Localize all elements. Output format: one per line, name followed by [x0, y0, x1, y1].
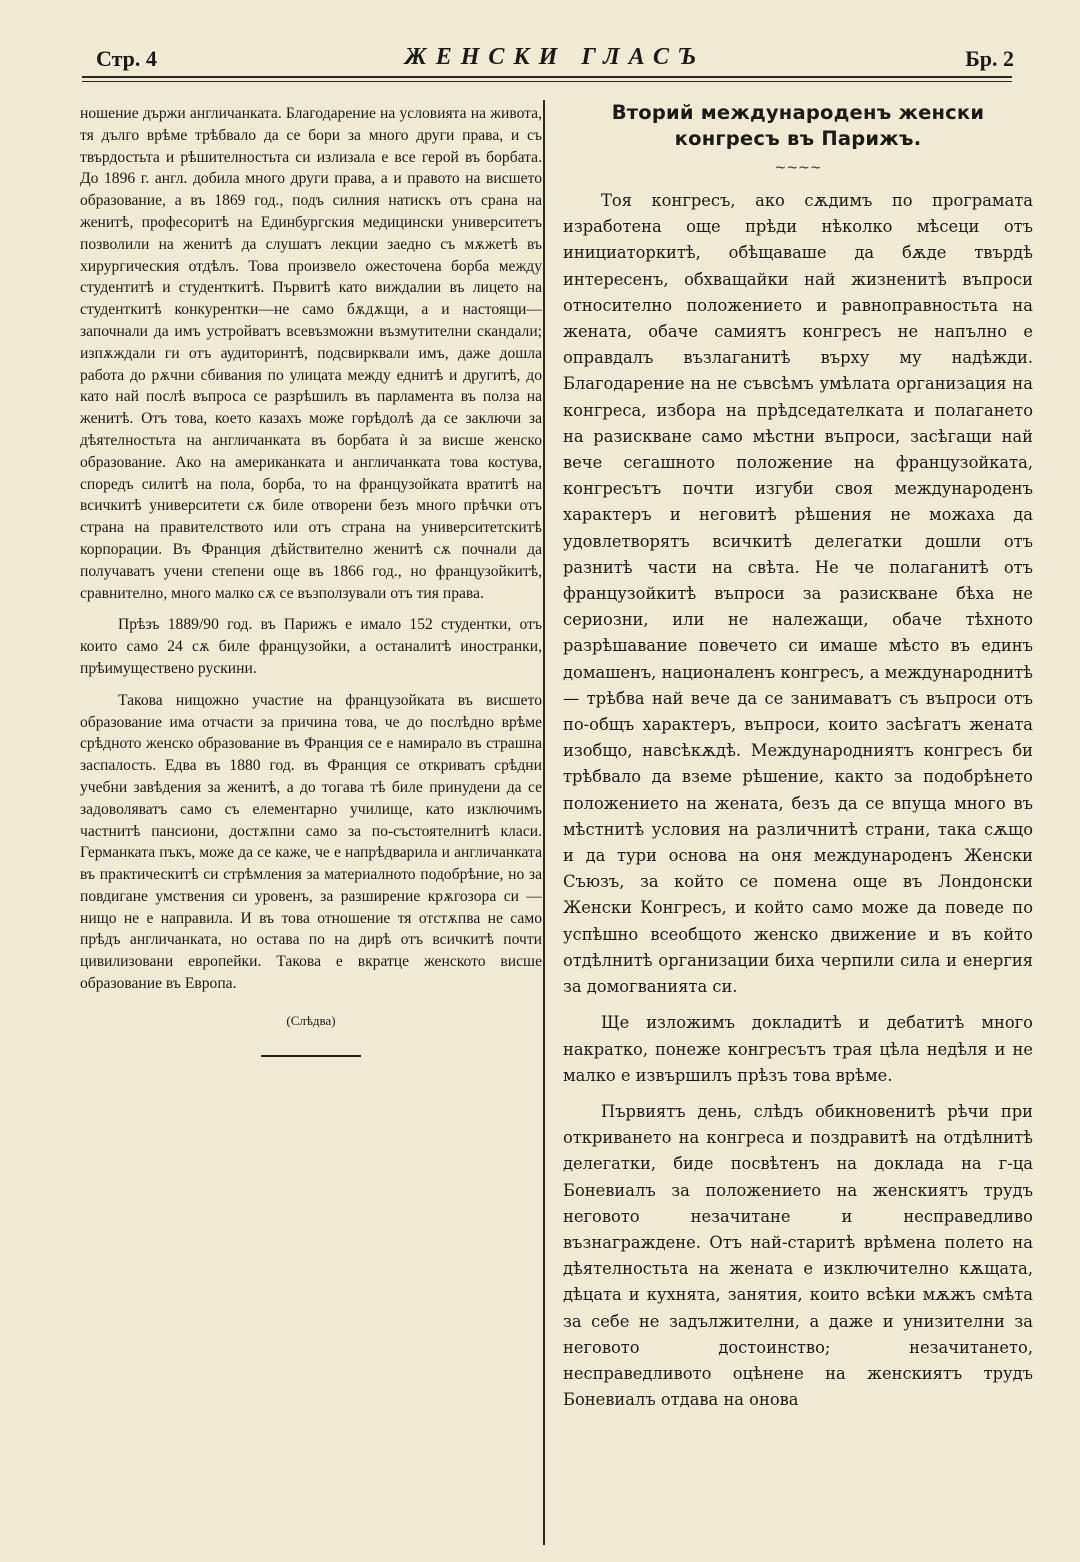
title-ornament: ~~~~ — [774, 160, 822, 176]
page-number: Стр. 4 — [96, 46, 157, 71]
page-header — [96, 44, 1014, 74]
left-column — [80, 103, 542, 1057]
end-rule — [261, 1055, 361, 1057]
left-paragraph-1: ношение държи англичанката. Благодарение на условията на живота, тя дълго врѣме трѣбвало да се бори за много други права, и съ твърдостьта и рѣшителностьта си излизала е все герой въ борбата. До 1896 г. англ. добила много други права, а и правото на висшето образование, а въ 1869 год., подъ силния натискъ отъ срана на женитѣ, професоритѣ на Единбургския медицински университетъ позволили на женитѣ да слушатъ лекции заедно съ мѫжетѣ въ хирургическия отдѣлъ. Това произвело ожесточена борба между студентитѣ и студенткитѣ. Първитѣ като виждалии въ лицето на студенткитѣ конкурентки—не само бѫдѫщи, а и настоящи—започнали да имъ устройватъ всевъзможни възмутителни скандали; изпѫждали ги отъ аудиторинтѣ, подсвирквали имъ, даже дошла работа до рѫчни сбивания по улицата между еднитѣ и другитѣ, до като най послѣ въпроса се разрѣшилъ въ парламента въ полза на женитѣ. Отъ това, което казахъ може горѣдолѣ да се заключи за дѣятелностьта на англичанката въ борбата ѝ за висше женско образование. Ако на американката и англичанката това костува, споредъ силитѣ на пола, борба, то на французойката вратитѣ на всичкитѣ университети сѫ биле отворени безъ много прѣчки отъ страна на правителството или отъ страна на университетскитѣ корпорации. Въ Франция дѣйствително женитѣ сѫ почнали да получаватъ учени степени още въ 1866 год., но французойкитѣ, сравнително, много малко сѫ се възползували отъ тия права. — [80, 105, 542, 602]
continued-label: (Слѣдва) — [286, 1012, 336, 1028]
header-rule-thick — [82, 76, 1012, 78]
right-paragraph-3: Първиятъ день, слѣдъ обикновенитѣ рѣчи при откриването на конгреса и поздравитѣ на отдѣлнитѣ делегатки, биде посвѣтенъ на доклада на г-ца Боневиалъ за положението на женскиятъ трудъ неговото незачитане и несправедливо възнаграждене. Отъ най-старитѣ врѣмена полето на дѣятелностьта на жената е изключително кѫщата, дѣцата и кухнята, занятия, които всѣки мѫжъ смѣта за себе не задължителни, а даже и унизителни за неговото достоинство; незачитането, несправедливото оцѣнене на женскиятъ трудъ Боневиалъ отдава на онова — [563, 1101, 1033, 1410]
issue-number: Бр. 2 — [965, 46, 1014, 71]
right-paragraph-2: Ще изложимъ докладитѣ и дебатитѣ много накратко, понеже конгресътъ трая цѣла недѣля и не малко е извършилъ прѣзъ това врѣме. — [563, 1013, 1033, 1085]
left-paragraph-2: Прѣзъ 1889/90 год. въ Парижъ е имало 152 студентки, отъ които само 24 сѫ биле французойки, а останалитѣ иностранки, прѣимуществено рускини. — [80, 616, 542, 677]
right-column — [563, 100, 1033, 1413]
left-paragraph-3: Такова нищожно участие на французойката въ висшето образование има отчасти за причина това, че до послѣдно врѣме срѣдното женско образование въ Франция се е намирало въ страшна заспалость. Едва въ 1880 год. въ Франция се откриватъ срѣдни учебни завѣдения за женитѣ, а до тогава тѣ биле принудени да се задоволяватъ само съ елементарно училище, като изключимъ частнитѣ пансиони, достѫпни само за по-състоятелнитѣ класи. Германката пъкъ, може да се каже, че е напрѣдварила и англичанката въ практическитѣ си стрѣмления за материалното подобрѣние, но за повдигане умствения си уровенъ, за разширение крѫгозора си — нищо не е направила. И въ това отношение тя отстѫпва не само прѣдъ англичанката, но остава по на дирѣ отъ всичкитѣ почти цивилизовани европейки. Такова е вкратце женското висше образование въ Европа. — [80, 691, 542, 993]
right-paragraph-1: Тоя конгресъ, ако сѫдимъ по програмата изработена още прѣди нѣколко мѣсеци отъ инициаторкитѣ, обѣщаваше да бѫде твърдѣ интересенъ, обхващайки най жизненитѣ въпроси относително положението и равноправностьта на жената, обаче самиятъ конгресъ не напълно е оправдалъ възлаганитѣ върху му надѣжди. Благодарение на не съвсѣмъ умѣлата организация на конгреса, избора на прѣдседателката и полагането на разискване само мѣстни въпроси, засѣгащи най вече сегашното положение на французойката, конгресътъ почти изгуби своя международенъ характеръ и неговитѣ рѣшения не можаха да удовлетворятъ всичкитѣ делегатки дошли отъ разнитѣ части на свѣта. Не че полаганитѣ отъ французойкитѣ въпроси за разискване бѣха не сериозни, или не належащи, обаче тѣхното разрѣшавание повечето си имаше мѣсто въ единъ домашенъ, националенъ конгресъ, а международнитѣ — трѣбва най вече да се занимаватъ съ въпроси отъ по-общъ характеръ, въпроси, които засѣгатъ жената изобщо, навсѣкѫдѣ. Международниятъ конгресъ би трѣбвало да вземе рѣшение, както за подобрѣнето положението на жената, безъ да се впуща много въ мѣстнитѣ условия на различнитѣ страни, така сѫщо и да тури основа на оня международенъ Женски Съюзъ, за който се помена още въ Лондонски Женски Конгресъ, и който само може да поведе по успѣшно всеобщото женско движение и въ който отдѣлнитѣ организации биха черпили сила и енергия за домогванията си. — [563, 191, 1033, 997]
header-rule-thin — [82, 81, 1012, 82]
newspaper-title: ЖЕНСКИ ГЛАСЪ — [404, 44, 706, 70]
article-title: Вторий международенъ женски конгресъ въ Парижъ. — [611, 101, 985, 150]
column-divider — [543, 100, 545, 1545]
